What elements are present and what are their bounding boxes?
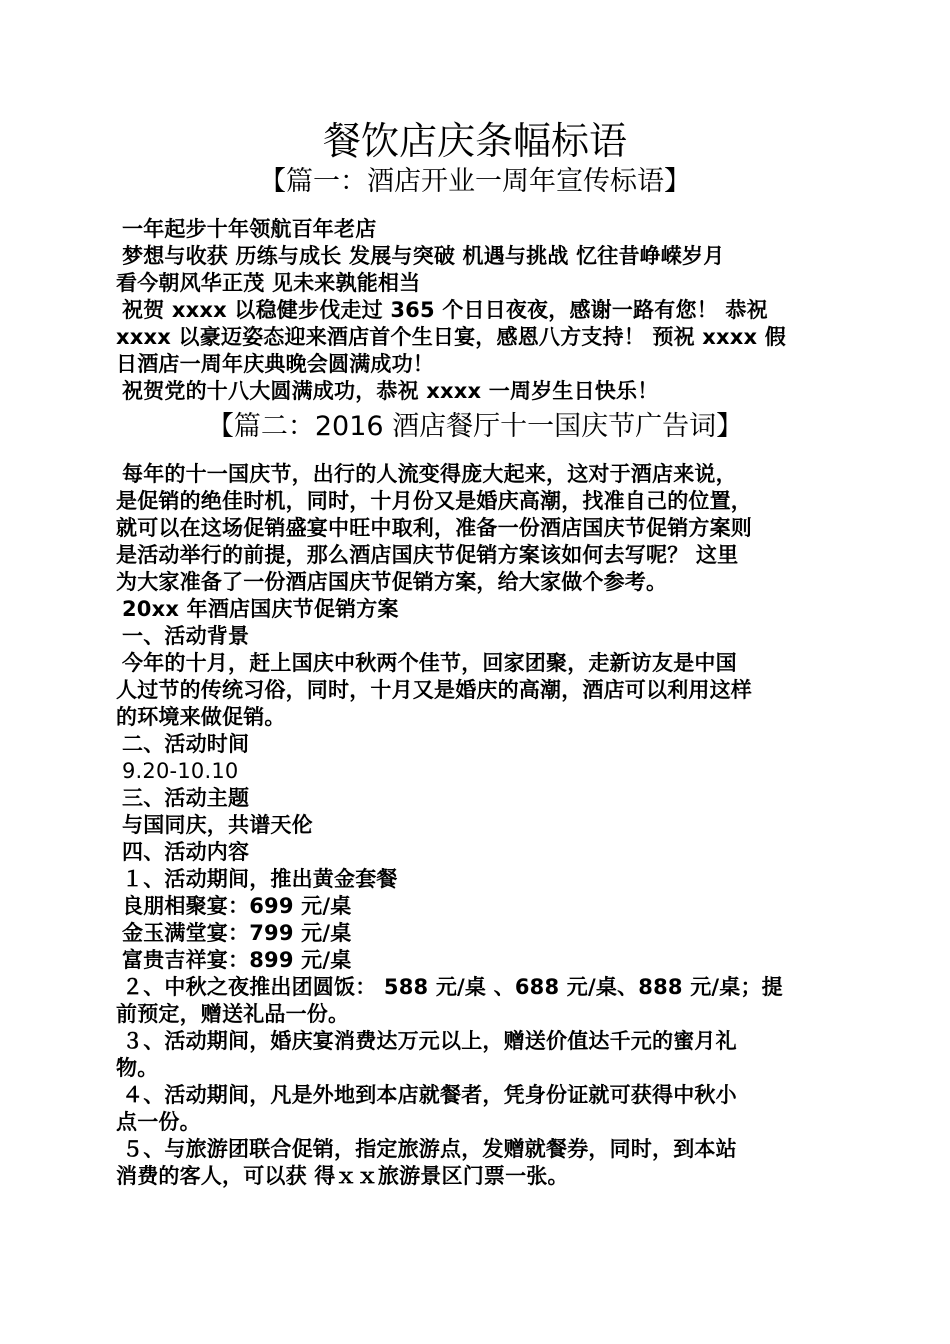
body-line: 一、活动背景 [122,624,250,648]
body-line: 富贵吉祥宴：899 元/桌 [122,948,352,972]
body-line: 祝贺党的十八大圆满成功，恭祝 xxxx 一周岁生日快乐！ [122,379,659,403]
section-heading-2: 【篇二：2016 酒店餐厅十一国庆节广告词】 [206,411,744,442]
body-line: 物。 [116,1056,159,1080]
body-line: ２、中秋之夜推出团圆饭： 588 元/桌 、688 元/桌、888 元/桌；提 [122,975,783,999]
body-line: １、活动期间，推出黄金套餐 [122,867,398,891]
body-line: 一年起步十年领航百年老店 [122,217,377,241]
body-line: xxxx 以豪迈姿态迎来酒店首个生日宴，感恩八方支持！ 预祝 xxxx 假 [116,325,787,349]
body-line: 每年的十一国庆节，出行的人流变得庞大起来，这对于酒店来说， [122,462,737,486]
body-line: 日酒店一周年庆典晚会圆满成功！ [116,352,434,376]
body-line: 的环境来做促销。 [116,705,286,729]
body-line: 今年的十月，赶上国庆中秋两个佳节，回家团聚，走新访友是中国 [122,651,737,675]
section-heading-1: 【篇一：酒店开业一周年宣传标语】 [259,166,691,197]
body-line: ３、活动期间，婚庆宴消费达万元以上，赠送价值达千元的蜜月礼 [122,1029,737,1053]
body-line: 二、活动时间 [122,732,250,756]
section-body-1 [116,216,836,405]
body-line: 是促销的绝佳时机，同时，十月份又是婚庆高潮，找准自己的位置， [116,489,752,513]
body-line: 看今朝风华正茂 见未来孰能相当 [116,271,421,295]
document-title: 餐饮店庆条幅标语 [322,119,627,163]
body-line: 是活动举行的前提，那么酒店国庆节促销方案该如何去写呢？ 这里 [116,543,739,567]
body-line: ４、活动期间，凡是外地到本店就餐者，凭身份证就可获得中秋小 [122,1083,737,1107]
body-line: 金玉满堂宴：799 元/桌 [122,921,352,945]
body-line: 消费的客人，可以获 得ｘｘ旅游景区门票一张。 [116,1164,569,1188]
body-line: 前预定，赠送礼品一份。 [116,1002,350,1026]
body-line: 就可以在这场促销盛宴中旺中取利，准备一份酒店国庆节促销方案则 [116,516,752,540]
body-line: 9.20-10.10 [122,759,239,783]
body-line: 祝贺 xxxx 以稳健步伐走过 365 个日日夜夜，感谢一路有您！ 恭祝 [122,298,768,322]
body-line: 三、活动主题 [122,786,250,810]
body-line: ５、与旅游团联合促销，指定旅游点，发赠就餐券，同时，到本站 [122,1137,737,1161]
body-line: 四、活动内容 [122,840,250,864]
body-line: 与国同庆，共谱天伦 [122,813,313,837]
section-body-2 [116,461,836,1190]
body-line: 梦想与收获 历练与成长 发展与突破 机遇与挑战 忆往昔峥嵘岁月 [122,244,725,268]
body-line: 20xx 年酒店国庆节促销方案 [122,597,399,621]
body-line: 点一份。 [116,1110,201,1134]
body-line: 良朋相聚宴：699 元/桌 [122,894,352,918]
body-line: 为大家准备了一份酒店国庆节促销方案，给大家做个参考。 [116,570,668,594]
body-line: 人过节的传统习俗，同时，十月又是婚庆的高潮，酒店可以利用这样 [116,678,752,702]
